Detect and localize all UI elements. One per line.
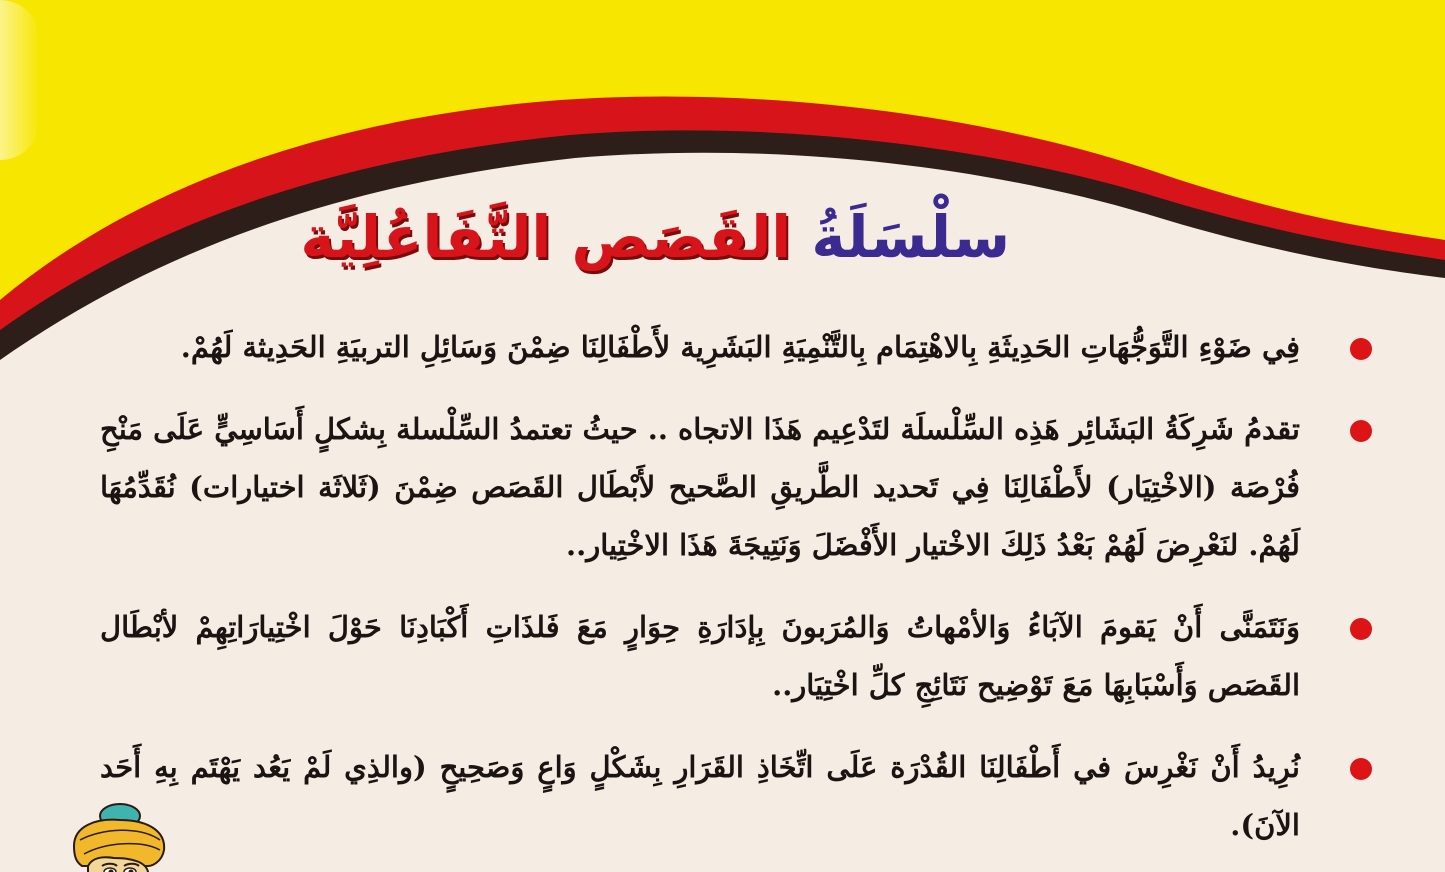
bullet-text: تقدمُ شَرِكَةُ البَشَائِر هَذِه السِّلْسلَة لتَدْعِيم هَذَا الاتجاه .. حيثُ تعتمدُ السِّلْسلة بِشكلٍ أَسَاسِيٍّ عَلَى مَنْحِ فُرْصَة (الاخْتِيَار) لأَطْفَالِنَا فِي تَحديد الطَّريقِ الصَّحيح لأَبْطَال القَصَص ضِمْنَ (ثَلاثَة اختيارات) نُقَدِّمُهَا لَهُمْ. لنَعْرِضَ لَهُمْ بَعْدُ ذَلِكَ الاخْتيار الأَفْضَلَ وَنَتِيجَةَ هَذَا الاخْتِيار..	[100, 412, 1300, 562]
page-title	[300, 192, 1010, 282]
bullet-text: فِي ضَوْءِ التَّوَجُّهَاتِ الحَدِيثَةِ بِالاهْتِمَام بِالتَّنْمِيَةِ البَشَرِية لأَطْفَالِنَا ضِمْنَ وَسَائِلِ التربيَةِ الحَدِيثة لَهُمْ.	[180, 330, 1300, 364]
bullet-item	[100, 598, 1300, 714]
red-dot-bullet-icon	[1350, 420, 1372, 442]
bullet-item	[100, 318, 1300, 376]
bullet-item	[100, 400, 1300, 574]
light-glare	[0, 0, 40, 160]
title-word-series: سلْسَلَةُ	[811, 203, 1010, 271]
red-dot-bullet-icon	[1350, 618, 1372, 640]
bullet-text: نُرِيدُ أَنْ نَغْرِسَ في أَطْفَالِنَا القُدْرَة عَلَى اتِّخَاذِ القَرَارِ بِشَكْلٍ وَاعٍ وَصَحِيحٍ (والذِي لَمْ يَعُد يَهْتَم بِهِ أَحَد الآنَ).	[100, 750, 1300, 842]
bullet-item	[100, 738, 1300, 854]
title-word-rest: القَصَص التَّفَاعُلِيَّة	[300, 203, 792, 271]
intro-text	[100, 318, 1300, 872]
bullet-text: وَنَتَمَنَّى أَنْ يَقومَ الآبَاءُ وَالأمْهاتُ وَالمُرَبونَ بِإدَارَةِ حِوَارٍ مَعَ فَلذَاتِ أَكْبَادِنَا حَوْلَ اخْتِيارَاتِهِمْ لأبْطَال القَصَص وَأَسْبَابِهَا مَعَ تَوْضِيح نَتَائِجِ كلِّ اخْتِيَار..	[100, 610, 1300, 702]
red-dot-bullet-icon	[1350, 758, 1372, 780]
turbaned-character-icon	[62, 800, 172, 872]
red-dot-bullet-icon	[1350, 338, 1372, 360]
